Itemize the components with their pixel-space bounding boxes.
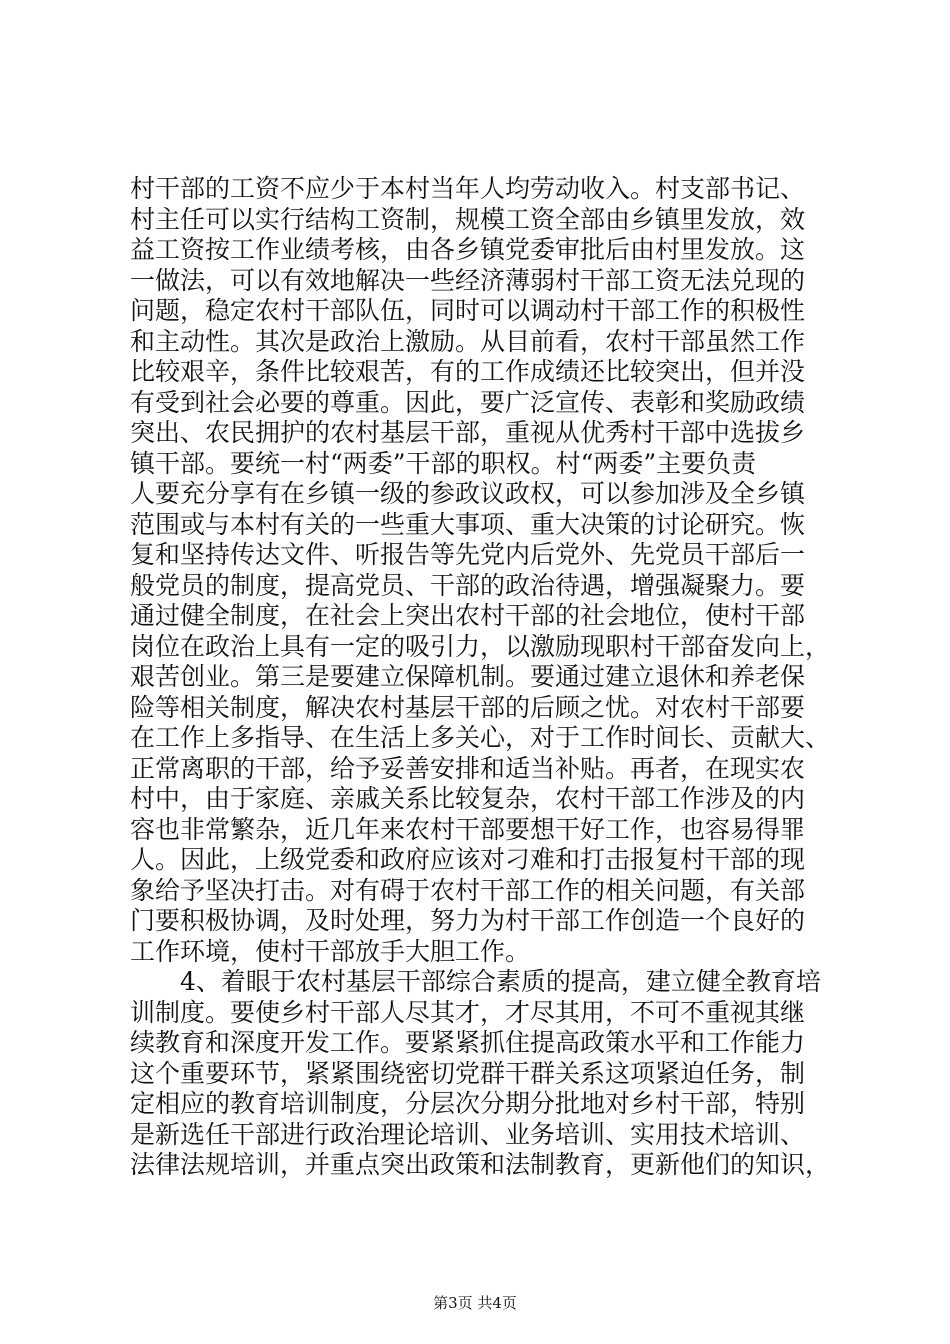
- text-line: 容也非常繁杂，近几年来农村干部要想干好工作，也容易得罪: [130, 814, 806, 844]
- text-line: 突出、农民拥护的农村基层干部，重视从优秀村干部中选拔乡: [130, 418, 806, 447]
- text-line: 有受到社会必要的尊重。因此，要广泛宣传、表彰和奖励政绩: [130, 387, 806, 417]
- text-line: 象给予坚决打击。对有碍于农村干部工作的相关问题，有关部: [130, 875, 806, 905]
- text-line: 一做法，可以有效地解决一些经济薄弱村干部工资无法兑现的: [130, 265, 806, 295]
- text-line: 正常离职的干部，给予妥善安排和适当补贴。再者，在现实农: [130, 753, 806, 783]
- page-footer: 第3页 共4页: [433, 1294, 517, 1312]
- text-line: 在工作上多指导、在生活上多关心，对于工作时间长、贡献大、: [130, 723, 830, 752]
- text-line: 般党员的制度，提高党员、干部的政治待遇，增强凝聚力。要: [130, 570, 806, 600]
- text-line: 和主动性。其次是政治上激励。从目前看，农村干部虽然工作: [130, 326, 806, 356]
- text-line: 是新选任干部进行政治理论培训、业务培训、实用技术培训、: [130, 1119, 806, 1149]
- text-line: 4、着眼于农村基层干部综合素质的提高，建立健全教育培: [130, 967, 821, 996]
- body-text: [130, 174, 830, 1181]
- text-line: 续教育和深度开发工作。要紧紧抓住提高政策水平和工作能力: [130, 1028, 806, 1057]
- text-line: 村主任可以实行结构工资制，规模工资全部由乡镇里发放，效: [130, 204, 806, 234]
- text-line: 险等相关制度，解决农村基层干部的后顾之忧。对农村干部要: [130, 692, 806, 722]
- text-line: 比较艰辛，条件比较艰苦，有的工作成绩还比较突出，但并没: [130, 357, 806, 386]
- text-line: 门要积极协调，及时处理，努力为村干部工作创造一个良好的: [130, 906, 806, 935]
- text-line: 村中，由于家庭、亲戚关系比较复杂，农村干部工作涉及的内: [130, 784, 806, 813]
- text-line: 法律法规培训，并重点突出政策和法制教育，更新他们的知识，: [130, 1150, 830, 1179]
- text-line: 村干部的工资不应少于本村当年人均劳动收入。村支部书记、: [130, 174, 806, 203]
- text-line: 人要充分享有在乡镇一级的参政议政权，可以参加涉及全乡镇: [130, 479, 806, 508]
- text-line: 益工资按工作业绩考核，由各乡镇党委审批后由村里发放。这: [130, 235, 806, 264]
- text-line: 训制度。要使乡村干部人尽其才，才尽其用，不可不重视其继: [130, 997, 806, 1027]
- text-line: 定相应的教育培训制度，分层次分期分批地对乡村干部，特别: [130, 1089, 806, 1118]
- text-line: 通过健全制度，在社会上突出农村干部的社会地位，使村干部: [130, 601, 806, 630]
- text-line: 工作环境，使村干部放手大胆工作。: [130, 936, 531, 966]
- text-line: 复和坚持传达文件、听报告等先党内后党外、先党员干部后一: [130, 540, 806, 569]
- text-line: 问题，稳定农村干部队伍，同时可以调动村干部工作的积极性: [130, 296, 806, 325]
- text-line: 人。因此，上级党委和政府应该对刁难和打击报复村干部的现: [130, 845, 806, 874]
- text-line: 镇干部。要统一村“两委”干部的职权。村“两委”主要负责: [130, 448, 757, 478]
- text-line: 这个重要环节，紧紧围绕密切党群干群关系这项紧迫任务，制: [130, 1058, 806, 1088]
- text-line: 岗位在政治上具有一定的吸引力，以激励现职村干部奋发向上，: [130, 631, 830, 661]
- text-line: 范围或与本村有关的一些重大事项、重大决策的讨论研究。恢: [130, 509, 806, 539]
- text-line: 艰苦创业。第三是要建立保障机制。要通过建立退休和养老保: [130, 662, 806, 691]
